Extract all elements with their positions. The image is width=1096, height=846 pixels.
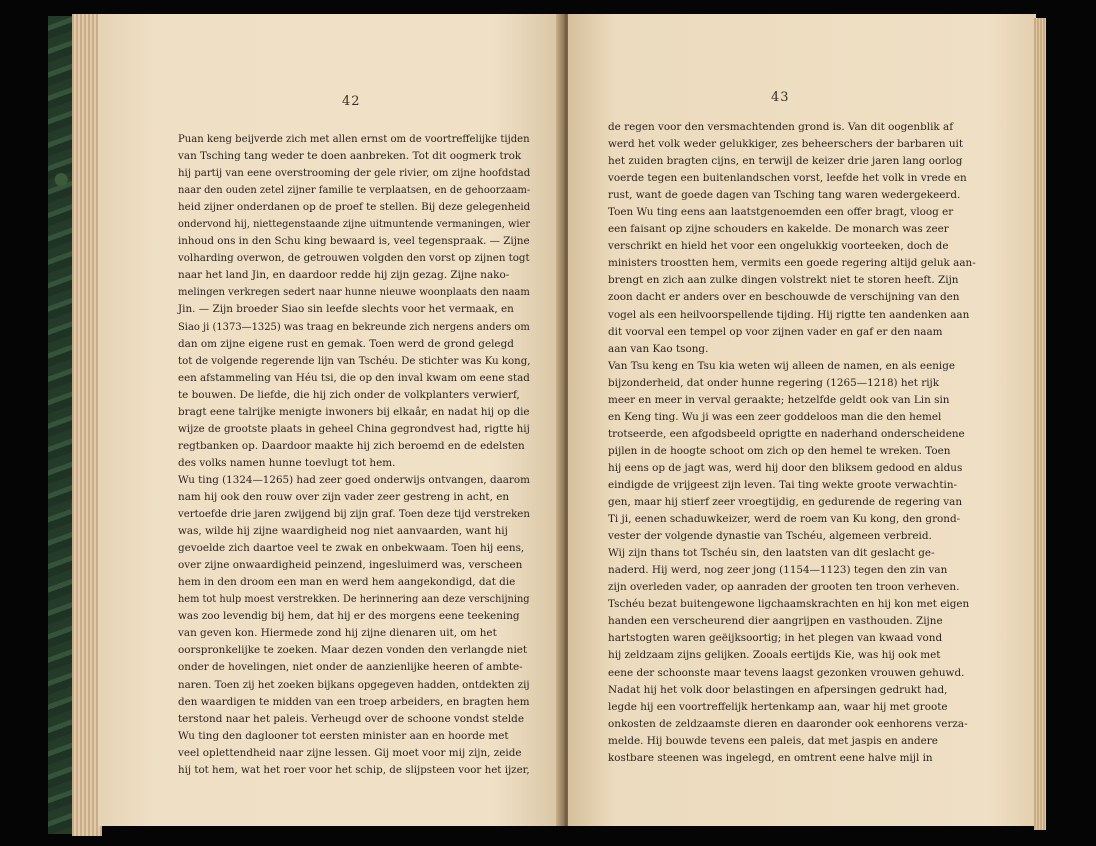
text-line: verschrikt en hield het voor een ongelukkig voorteeken, doch de xyxy=(608,240,949,253)
text-line: dan om zijne eigene rust en gemak. Toen werd de grond gelegd xyxy=(178,337,514,350)
text-line: Wu ting (1324—1265) had zeer goed onderwijs ontvangen, daarom xyxy=(178,473,530,486)
text-line: hem in den droom een man en werd hem aangekondigd, dat die xyxy=(178,576,516,589)
text-line: veel oplettendheid naar zijne lessen. Gij moet voor mij zijn, zeide xyxy=(178,746,522,759)
text-line: eene der schoonste maar tevens laagst gezonken vrouwen gehuwd. xyxy=(608,666,965,679)
text-line: zoon dacht er anders over en beschouwde de verschijning van den xyxy=(608,291,960,304)
text-line: dit voorval een tempel op voor zijnen vader en gaf er den naam xyxy=(608,325,943,338)
text-line: Wij zijn thans tot Tschéu sin, den laatsten van dit geslacht ge- xyxy=(608,547,935,560)
text-line: onkosten de zeldzaamste dieren en daaronder ook eenhorens verza- xyxy=(608,717,968,730)
text-line: Tschéu bezat buitengewone ligchaamskrachten en hij kon met eigen xyxy=(608,598,970,611)
left-page xyxy=(98,14,564,826)
text-line: wijze de grootste plaats in geheel China gegrondvest had, rigtte hij xyxy=(178,422,530,435)
text-line: was zoo levendig bij hem, dat hij er des morgens eene teekening xyxy=(178,610,520,623)
text-line: rust, want de goede dagen van Tsching tang waren wedergekeerd. xyxy=(608,189,961,202)
text-line: trotseerde, een afgodsbeeld oprigtte en naderhand onderscheidene xyxy=(608,427,965,440)
text-line: eindigde de vrijgeest zijn leven. Tai ting wekte groote verwachtin- xyxy=(608,478,958,491)
text-line: hij eens op de jagt was, werd hij door den bliksem gedood en aldus xyxy=(608,461,963,474)
text-line: over zijne onwaardigheid peinzend, ingesluimerd was, verscheen xyxy=(178,559,523,572)
text-line: oorspronkelijke te zoeken. Maar dezen vonden den verlangde niet xyxy=(178,644,528,657)
text-line: hij tot hem, wat het roer voor het schip, de slijpsteen voor het ijzer, xyxy=(178,763,530,776)
text-line: volharding overwon, de getrouwen volgden den vorst op zijnen togt xyxy=(178,252,530,265)
text-line: Wu ting den daglooner tot eersten minister aan en hoorde met xyxy=(178,729,509,742)
text-line: hem tot hulp moest verstrekken. De herinnering aan deze verschijning xyxy=(178,593,530,606)
text-line: tot de volgende regerende lijn van Tschéu. De stichter was Ku kong, xyxy=(178,354,531,367)
text-line: ministers troostten hem, vermits een goede regering altijd geluk aan- xyxy=(608,257,976,270)
right-page xyxy=(568,14,1036,826)
page-number: 42 xyxy=(342,94,361,109)
text-line: van geven kon. Hiermede zond hij zijne dienaren uit, om het xyxy=(178,627,497,640)
text-line: den waardigen te midden van een troep arbeiders, en bragten hem xyxy=(178,695,530,708)
text-line: des volks namen hunne toevlugt tot hem. xyxy=(178,456,396,469)
body-text xyxy=(178,131,530,779)
text-line: bijzonderheid, dat onder hunne regering (1265—1218) het rijk xyxy=(608,376,940,389)
text-line: voerde tegen een buitenlandschen vorst, leefde het volk in vrede en xyxy=(608,172,967,185)
text-line: melingen verkregen sedert naar hunne nieuwe woonplaats den naam xyxy=(178,286,530,299)
text-line: meer en meer in verval geraakte; hetzelfde geldt ook van Lin sin xyxy=(608,393,950,406)
text-line: zijn overleden vader, op aanraden der grooten ten troon verheven. xyxy=(608,581,960,594)
text-line: kostbare steenen was ingelegd, en omtrent eene halve mijl in xyxy=(608,751,933,764)
text-line: vester der volgende dynastie van Tschéu, algemeen verbreid. xyxy=(608,530,932,543)
text-line: Toen Wu ting eens aan laatstgenoemden een offer bragt, vloog er xyxy=(608,206,954,219)
page-edges-right xyxy=(1034,18,1046,830)
text-line: gen, maar hij stierf zeer vroegtijdig, en gedurende de regering van xyxy=(608,496,963,509)
text-line: Puan keng beijverde zich met allen ernst om de voortreffelijke tijden xyxy=(178,133,530,145)
text-line: brengt en zich aan zulke dingen volstrekt niet te storen heeft. Zijn xyxy=(608,274,959,287)
text-line: hij zeldzaam zijns gelijken. Zooals eertijds Kie, was hij ook met xyxy=(608,649,941,662)
text-line: nam hij ook den rouw over zijn vader zeer gestreng in acht, en xyxy=(178,490,510,503)
text-line: Jin. — Zijn broeder Siao sin leefde slechts voor het vermaak, en xyxy=(178,303,514,316)
text-line: naar het land Jin, en daardoor redde hij zijn gezag. Zijne nako- xyxy=(178,269,510,282)
text-line: en Keng ting. Wu ji was een zeer goddeloos man die den hemel xyxy=(608,410,942,423)
text-line: het zuiden bragten cijns, en terwijl de keizer drie jaren lang oorlog xyxy=(608,155,963,168)
text-line: ondervond hij, niettegenstaande zijne uitmuntende vermaningen, wier xyxy=(178,218,531,231)
text-line: regtbanken op. Daardoor maakte hij zich beroemd en de edelsten xyxy=(178,439,525,452)
text-line: heid zijner onderdanen op de proef te stellen. Bij deze gelegenheid xyxy=(178,201,531,214)
text-line: bragt eene talrijke menigte inwoners bij elkaâr, en nadat hij op die xyxy=(178,405,530,418)
text-line: naar den ouden zetel zijner familie te verplaatsen, en de gehoorzaam- xyxy=(178,184,531,197)
text-line: te bouwen. De liefde, die hij zich onder de volkplanters verwierf, xyxy=(178,388,520,401)
text-line: was, wilde hij zijne waardigheid nog niet aanvaarden, want hij xyxy=(178,525,508,538)
text-line: vogel als een heilvoorspellende tijding. Hij rigtte ten aandenken aan xyxy=(608,308,970,321)
text-line: naren. Toen zij het zoeken bijkans opgegeven hadden, ontdekten zij xyxy=(178,678,530,691)
text-line: terstond naar het paleis. Verheugd over de schoone vondst stelde xyxy=(178,712,524,725)
text-line: onder de hovelingen, niet onder de aanzienlijke heeren of ambte- xyxy=(178,661,523,674)
text-line: hartstogten waren geëijksoortig; in het plegen van kwaad vond xyxy=(608,632,943,645)
text-line: de regen voor den versmachtenden grond is. Van dit oogenblik af xyxy=(608,121,954,133)
text-line: gevoelde zich daartoe veel te zwak en onbekwaam. Toen hij eens, xyxy=(178,542,525,555)
text-line: een faisant op zijne schouders en kakelde. De monarch was zeer xyxy=(608,223,949,236)
text-line: naderd. Hij werd, nog zeer jong (1154—1123) tegen den zin van xyxy=(608,564,948,577)
text-line: pijlen in de hoogte schoot om zich op den hemel te wreken. Toen xyxy=(608,444,951,457)
page-number: 43 xyxy=(771,90,790,105)
text-line: Ti ji, eenen schaduwkeizer, werd de roem van Ku kong, den grond- xyxy=(608,513,961,526)
text-line: legde hij een voortreffelijk hertenkamp aan, waar hij met groote xyxy=(608,700,948,713)
text-line: van Tsching tang weder te doen aanbreken. Tot dit oogmerk trok xyxy=(178,150,522,163)
text-line: inhoud ons in den Schu king bewaard is, veel tegenspraak. — Zijne xyxy=(178,235,530,248)
text-line: een afstammeling van Héu tsi, die op den inval kwam om eene stad xyxy=(178,371,530,384)
text-line: hij partij van eene overstrooming der gele rivier, om zijne hoofdstad xyxy=(178,167,531,180)
body-text xyxy=(608,119,1000,767)
text-line: handen een verscheurend dier aangrijpen en vasthouden. Zijne xyxy=(608,615,943,628)
text-line: werd het volk weder gelukkiger, zes beheerschers der barbaren uit xyxy=(608,138,964,151)
text-line: aan van Kao tsong. xyxy=(608,342,709,355)
text-line: Van Tsu keng en Tsu kia weten wij alleen de namen, en als eenige xyxy=(608,359,956,372)
text-line: Nadat hij het volk door belastingen en afpersingen gedrukt had, xyxy=(608,683,948,696)
text-line: melde. Hij bouwde tevens een paleis, dat met jaspis en andere xyxy=(608,734,938,747)
text-line: Siao ji (1373—1325) was traag en bekreunde zich nergens anders om xyxy=(178,320,530,333)
text-line: vertoefde drie jaren zwijgend bij zijn graf. Toen deze tijd verstreken xyxy=(178,508,530,521)
